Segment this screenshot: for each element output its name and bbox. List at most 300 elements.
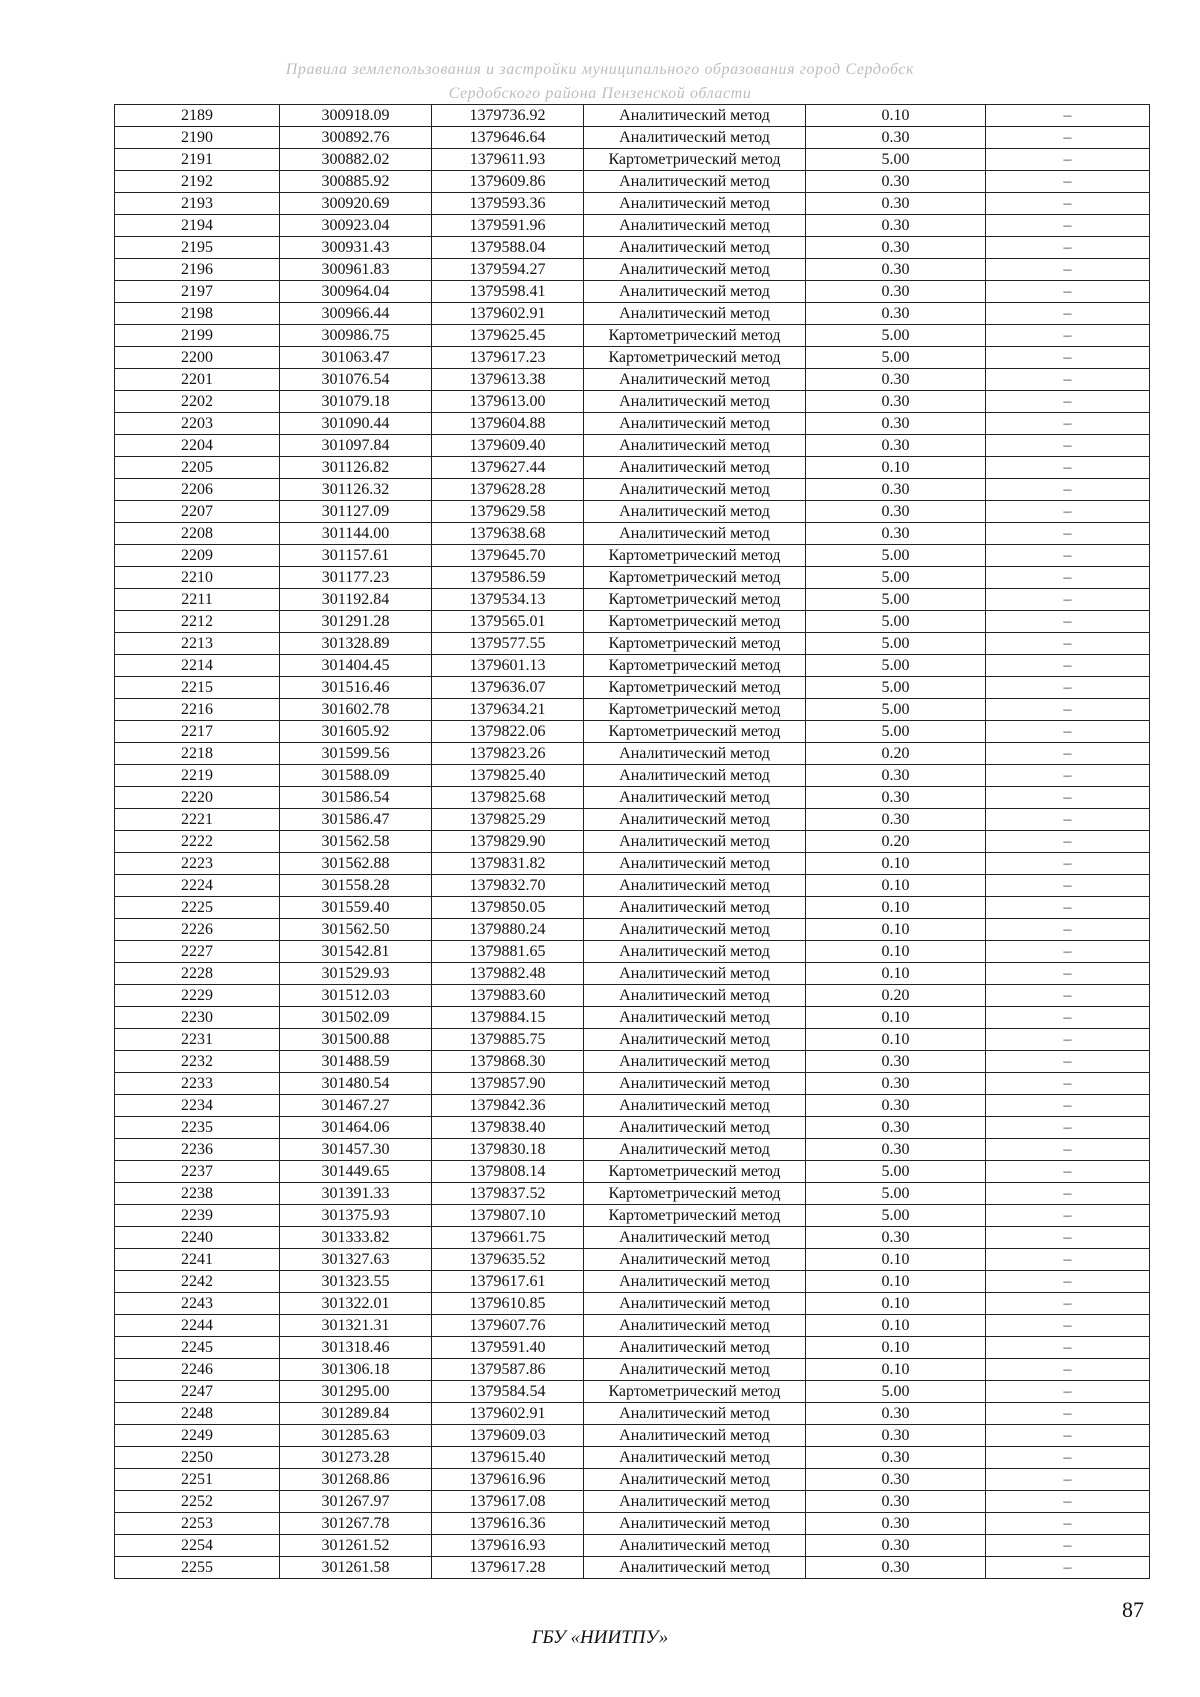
- point-number-cell: 2239: [115, 1205, 280, 1227]
- x-coordinate-cell: 301126.32: [280, 479, 432, 501]
- method-cell: Аналитический метод: [584, 743, 806, 765]
- method-cell: Аналитический метод: [584, 853, 806, 875]
- accuracy-cell: 0.30: [806, 127, 986, 149]
- method-cell: Аналитический метод: [584, 479, 806, 501]
- accuracy-cell: 5.00: [806, 589, 986, 611]
- note-cell: –: [986, 1315, 1150, 1337]
- point-number-cell: 2210: [115, 567, 280, 589]
- method-cell: Картометрический метод: [584, 655, 806, 677]
- method-cell: Картометрический метод: [584, 721, 806, 743]
- note-cell: –: [986, 193, 1150, 215]
- accuracy-cell: 0.30: [806, 303, 986, 325]
- point-number-cell: 2230: [115, 1007, 280, 1029]
- accuracy-cell: 0.30: [806, 809, 986, 831]
- method-cell: Аналитический метод: [584, 1359, 806, 1381]
- y-coordinate-cell: 1379616.36: [432, 1513, 584, 1535]
- y-coordinate-cell: 1379850.05: [432, 897, 584, 919]
- table-row: [115, 611, 1150, 633]
- table-row: [115, 1227, 1150, 1249]
- method-cell: Аналитический метод: [584, 1535, 806, 1557]
- x-coordinate-cell: 301285.63: [280, 1425, 432, 1447]
- point-number-cell: 2207: [115, 501, 280, 523]
- x-coordinate-cell: 301391.33: [280, 1183, 432, 1205]
- point-number-cell: 2244: [115, 1315, 280, 1337]
- x-coordinate-cell: 300931.43: [280, 237, 432, 259]
- accuracy-cell: 5.00: [806, 677, 986, 699]
- x-coordinate-cell: 301318.46: [280, 1337, 432, 1359]
- method-cell: Картометрический метод: [584, 545, 806, 567]
- x-coordinate-cell: 301063.47: [280, 347, 432, 369]
- accuracy-cell: 0.30: [806, 787, 986, 809]
- method-cell: Аналитический метод: [584, 1447, 806, 1469]
- table-row: [115, 897, 1150, 919]
- table-row: [115, 457, 1150, 479]
- note-cell: –: [986, 787, 1150, 809]
- y-coordinate-cell: 1379616.96: [432, 1469, 584, 1491]
- note-cell: –: [986, 1271, 1150, 1293]
- method-cell: Аналитический метод: [584, 1249, 806, 1271]
- method-cell: Аналитический метод: [584, 435, 806, 457]
- method-cell: Картометрический метод: [584, 325, 806, 347]
- x-coordinate-cell: 301289.84: [280, 1403, 432, 1425]
- table-row: [115, 545, 1150, 567]
- method-cell: Аналитический метод: [584, 457, 806, 479]
- note-cell: –: [986, 941, 1150, 963]
- note-cell: –: [986, 1249, 1150, 1271]
- note-cell: –: [986, 1073, 1150, 1095]
- point-number-cell: 2212: [115, 611, 280, 633]
- table-row: [115, 941, 1150, 963]
- note-cell: –: [986, 853, 1150, 875]
- note-cell: –: [986, 809, 1150, 831]
- note-cell: –: [986, 369, 1150, 391]
- y-coordinate-cell: 1379601.13: [432, 655, 584, 677]
- point-number-cell: 2229: [115, 985, 280, 1007]
- method-cell: Картометрический метод: [584, 1161, 806, 1183]
- note-cell: –: [986, 1293, 1150, 1315]
- note-cell: –: [986, 457, 1150, 479]
- accuracy-cell: 5.00: [806, 699, 986, 721]
- point-number-cell: 2240: [115, 1227, 280, 1249]
- accuracy-cell: 0.30: [806, 1073, 986, 1095]
- x-coordinate-cell: 301306.18: [280, 1359, 432, 1381]
- accuracy-cell: 0.30: [806, 1425, 986, 1447]
- x-coordinate-cell: 301599.56: [280, 743, 432, 765]
- y-coordinate-cell: 1379645.70: [432, 545, 584, 567]
- x-coordinate-cell: 301090.44: [280, 413, 432, 435]
- x-coordinate-cell: 301328.89: [280, 633, 432, 655]
- point-number-cell: 2222: [115, 831, 280, 853]
- y-coordinate-cell: 1379565.01: [432, 611, 584, 633]
- accuracy-cell: 0.10: [806, 1007, 986, 1029]
- method-cell: Картометрический метод: [584, 1183, 806, 1205]
- accuracy-cell: 0.30: [806, 479, 986, 501]
- point-number-cell: 2206: [115, 479, 280, 501]
- table-row: [115, 435, 1150, 457]
- note-cell: –: [986, 1183, 1150, 1205]
- note-cell: –: [986, 1139, 1150, 1161]
- accuracy-cell: 0.20: [806, 831, 986, 853]
- method-cell: Картометрический метод: [584, 589, 806, 611]
- point-number-cell: 2231: [115, 1029, 280, 1051]
- accuracy-cell: 0.30: [806, 1447, 986, 1469]
- point-number-cell: 2235: [115, 1117, 280, 1139]
- method-cell: Аналитический метод: [584, 765, 806, 787]
- table-row: [115, 1161, 1150, 1183]
- table-row: [115, 699, 1150, 721]
- note-cell: –: [986, 875, 1150, 897]
- method-cell: Аналитический метод: [584, 1491, 806, 1513]
- method-cell: Картометрический метод: [584, 149, 806, 171]
- accuracy-cell: 5.00: [806, 149, 986, 171]
- table-row: [115, 633, 1150, 655]
- y-coordinate-cell: 1379610.85: [432, 1293, 584, 1315]
- point-number-cell: 2216: [115, 699, 280, 721]
- y-coordinate-cell: 1379635.52: [432, 1249, 584, 1271]
- x-coordinate-cell: 301488.59: [280, 1051, 432, 1073]
- point-number-cell: 2202: [115, 391, 280, 413]
- x-coordinate-cell: 301261.58: [280, 1557, 432, 1579]
- table-row: [115, 677, 1150, 699]
- page-number: 87: [1122, 1597, 1144, 1622]
- method-cell: Аналитический метод: [584, 391, 806, 413]
- y-coordinate-cell: 1379807.10: [432, 1205, 584, 1227]
- x-coordinate-cell: 301512.03: [280, 985, 432, 1007]
- y-coordinate-cell: 1379646.64: [432, 127, 584, 149]
- note-cell: –: [986, 259, 1150, 281]
- table-row: [115, 721, 1150, 743]
- y-coordinate-cell: 1379831.82: [432, 853, 584, 875]
- x-coordinate-cell: 301464.06: [280, 1117, 432, 1139]
- method-cell: Аналитический метод: [584, 193, 806, 215]
- note-cell: –: [986, 1557, 1150, 1579]
- method-cell: Картометрический метод: [584, 677, 806, 699]
- table-row: [115, 985, 1150, 1007]
- point-number-cell: 2242: [115, 1271, 280, 1293]
- point-number-cell: 2233: [115, 1073, 280, 1095]
- note-cell: –: [986, 281, 1150, 303]
- y-coordinate-cell: 1379602.91: [432, 1403, 584, 1425]
- x-coordinate-cell: 300964.04: [280, 281, 432, 303]
- y-coordinate-cell: 1379584.54: [432, 1381, 584, 1403]
- note-cell: –: [986, 1359, 1150, 1381]
- accuracy-cell: 0.10: [806, 1029, 986, 1051]
- accuracy-cell: 0.30: [806, 1051, 986, 1073]
- accuracy-cell: 0.30: [806, 1513, 986, 1535]
- point-number-cell: 2227: [115, 941, 280, 963]
- y-coordinate-cell: 1379586.59: [432, 567, 584, 589]
- x-coordinate-cell: 301529.93: [280, 963, 432, 985]
- method-cell: Аналитический метод: [584, 1557, 806, 1579]
- method-cell: Аналитический метод: [584, 413, 806, 435]
- point-number-cell: 2194: [115, 215, 280, 237]
- accuracy-cell: 5.00: [806, 633, 986, 655]
- note-cell: –: [986, 105, 1150, 127]
- x-coordinate-cell: 300966.44: [280, 303, 432, 325]
- method-cell: Аналитический метод: [584, 1337, 806, 1359]
- point-number-cell: 2246: [115, 1359, 280, 1381]
- accuracy-cell: 0.30: [806, 1095, 986, 1117]
- y-coordinate-cell: 1379609.03: [432, 1425, 584, 1447]
- table-row: [115, 347, 1150, 369]
- method-cell: Аналитический метод: [584, 1425, 806, 1447]
- accuracy-cell: 0.30: [806, 369, 986, 391]
- point-number-cell: 2201: [115, 369, 280, 391]
- point-number-cell: 2226: [115, 919, 280, 941]
- y-coordinate-cell: 1379627.44: [432, 457, 584, 479]
- table-row: [115, 259, 1150, 281]
- point-number-cell: 2205: [115, 457, 280, 479]
- note-cell: –: [986, 523, 1150, 545]
- y-coordinate-cell: 1379629.58: [432, 501, 584, 523]
- method-cell: Аналитический метод: [584, 105, 806, 127]
- point-number-cell: 2189: [115, 105, 280, 127]
- y-coordinate-cell: 1379825.29: [432, 809, 584, 831]
- point-number-cell: 2198: [115, 303, 280, 325]
- point-number-cell: 2220: [115, 787, 280, 809]
- method-cell: Аналитический метод: [584, 1095, 806, 1117]
- y-coordinate-cell: 1379617.28: [432, 1557, 584, 1579]
- y-coordinate-cell: 1379884.15: [432, 1007, 584, 1029]
- table-row: [115, 765, 1150, 787]
- method-cell: Аналитический метод: [584, 1315, 806, 1337]
- y-coordinate-cell: 1379829.90: [432, 831, 584, 853]
- accuracy-cell: 0.30: [806, 413, 986, 435]
- accuracy-cell: 0.30: [806, 1535, 986, 1557]
- table-row: [115, 127, 1150, 149]
- method-cell: Картометрический метод: [584, 699, 806, 721]
- table-row: [115, 1183, 1150, 1205]
- point-number-cell: 2225: [115, 897, 280, 919]
- y-coordinate-cell: 1379868.30: [432, 1051, 584, 1073]
- y-coordinate-cell: 1379617.61: [432, 1271, 584, 1293]
- point-number-cell: 2219: [115, 765, 280, 787]
- point-number-cell: 2218: [115, 743, 280, 765]
- table-row: [115, 369, 1150, 391]
- method-cell: Аналитический метод: [584, 523, 806, 545]
- method-cell: Аналитический метод: [584, 1073, 806, 1095]
- table-row: [115, 1403, 1150, 1425]
- x-coordinate-cell: 301076.54: [280, 369, 432, 391]
- note-cell: –: [986, 347, 1150, 369]
- point-number-cell: 2221: [115, 809, 280, 831]
- accuracy-cell: 0.30: [806, 391, 986, 413]
- note-cell: –: [986, 1337, 1150, 1359]
- note-cell: –: [986, 413, 1150, 435]
- x-coordinate-cell: 301558.28: [280, 875, 432, 897]
- method-cell: Аналитический метод: [584, 303, 806, 325]
- y-coordinate-cell: 1379615.40: [432, 1447, 584, 1469]
- y-coordinate-cell: 1379634.21: [432, 699, 584, 721]
- accuracy-cell: 0.10: [806, 105, 986, 127]
- x-coordinate-cell: 301562.58: [280, 831, 432, 853]
- accuracy-cell: 0.30: [806, 237, 986, 259]
- y-coordinate-cell: 1379857.90: [432, 1073, 584, 1095]
- y-coordinate-cell: 1379617.08: [432, 1491, 584, 1513]
- point-number-cell: 2248: [115, 1403, 280, 1425]
- method-cell: Аналитический метод: [584, 919, 806, 941]
- x-coordinate-cell: 301588.09: [280, 765, 432, 787]
- accuracy-cell: 0.30: [806, 1227, 986, 1249]
- x-coordinate-cell: 300961.83: [280, 259, 432, 281]
- point-number-cell: 2190: [115, 127, 280, 149]
- method-cell: Аналитический метод: [584, 1403, 806, 1425]
- header-line-1: Правила землепользования и застройки муниципального образования город Сердобск: [285, 61, 915, 78]
- method-cell: Аналитический метод: [584, 1513, 806, 1535]
- table-row: [115, 1557, 1150, 1579]
- accuracy-cell: 0.30: [806, 259, 986, 281]
- coordinates-table: [114, 104, 1150, 1579]
- x-coordinate-cell: 301404.45: [280, 655, 432, 677]
- table-row: [115, 963, 1150, 985]
- method-cell: Аналитический метод: [584, 985, 806, 1007]
- y-coordinate-cell: 1379591.40: [432, 1337, 584, 1359]
- accuracy-cell: 0.30: [806, 435, 986, 457]
- point-number-cell: 2252: [115, 1491, 280, 1513]
- x-coordinate-cell: 300882.02: [280, 149, 432, 171]
- method-cell: Аналитический метод: [584, 369, 806, 391]
- point-number-cell: 2247: [115, 1381, 280, 1403]
- method-cell: Аналитический метод: [584, 501, 806, 523]
- accuracy-cell: 0.30: [806, 501, 986, 523]
- method-cell: Аналитический метод: [584, 237, 806, 259]
- x-coordinate-cell: 301605.92: [280, 721, 432, 743]
- y-coordinate-cell: 1379628.28: [432, 479, 584, 501]
- point-number-cell: 2209: [115, 545, 280, 567]
- accuracy-cell: 0.10: [806, 1315, 986, 1337]
- note-cell: –: [986, 545, 1150, 567]
- point-number-cell: 2232: [115, 1051, 280, 1073]
- method-cell: Аналитический метод: [584, 963, 806, 985]
- accuracy-cell: 0.10: [806, 919, 986, 941]
- note-cell: –: [986, 391, 1150, 413]
- table-row: [115, 1029, 1150, 1051]
- table-row: [115, 479, 1150, 501]
- x-coordinate-cell: 301295.00: [280, 1381, 432, 1403]
- note-cell: –: [986, 655, 1150, 677]
- note-cell: –: [986, 215, 1150, 237]
- accuracy-cell: 0.30: [806, 193, 986, 215]
- accuracy-cell: 5.00: [806, 1161, 986, 1183]
- accuracy-cell: 5.00: [806, 325, 986, 347]
- x-coordinate-cell: 301586.54: [280, 787, 432, 809]
- table-row: [115, 1293, 1150, 1315]
- table-row: [115, 105, 1150, 127]
- table-row: [115, 1095, 1150, 1117]
- y-coordinate-cell: 1379577.55: [432, 633, 584, 655]
- y-coordinate-cell: 1379636.07: [432, 677, 584, 699]
- y-coordinate-cell: 1379736.92: [432, 105, 584, 127]
- accuracy-cell: 0.30: [806, 281, 986, 303]
- note-cell: –: [986, 1095, 1150, 1117]
- y-coordinate-cell: 1379638.68: [432, 523, 584, 545]
- point-number-cell: 2208: [115, 523, 280, 545]
- table-row: [115, 1051, 1150, 1073]
- accuracy-cell: 0.30: [806, 215, 986, 237]
- accuracy-cell: 0.10: [806, 875, 986, 897]
- table-row: [115, 1271, 1150, 1293]
- y-coordinate-cell: 1379830.18: [432, 1139, 584, 1161]
- method-cell: Картометрический метод: [584, 611, 806, 633]
- note-cell: –: [986, 237, 1150, 259]
- method-cell: Аналитический метод: [584, 1227, 806, 1249]
- y-coordinate-cell: 1379609.40: [432, 435, 584, 457]
- x-coordinate-cell: 301079.18: [280, 391, 432, 413]
- y-coordinate-cell: 1379838.40: [432, 1117, 584, 1139]
- accuracy-cell: 0.10: [806, 1271, 986, 1293]
- accuracy-cell: 0.10: [806, 1293, 986, 1315]
- x-coordinate-cell: 301322.01: [280, 1293, 432, 1315]
- accuracy-cell: 0.10: [806, 457, 986, 479]
- note-cell: –: [986, 1227, 1150, 1249]
- note-cell: –: [986, 1381, 1150, 1403]
- accuracy-cell: 0.20: [806, 985, 986, 1007]
- x-coordinate-cell: 300892.76: [280, 127, 432, 149]
- method-cell: Аналитический метод: [584, 1007, 806, 1029]
- x-coordinate-cell: 301502.09: [280, 1007, 432, 1029]
- note-cell: –: [986, 611, 1150, 633]
- note-cell: –: [986, 1513, 1150, 1535]
- y-coordinate-cell: 1379617.23: [432, 347, 584, 369]
- point-number-cell: 2213: [115, 633, 280, 655]
- point-number-cell: 2249: [115, 1425, 280, 1447]
- note-cell: –: [986, 765, 1150, 787]
- y-coordinate-cell: 1379842.36: [432, 1095, 584, 1117]
- table-row: [115, 1139, 1150, 1161]
- accuracy-cell: 0.10: [806, 853, 986, 875]
- note-cell: –: [986, 1117, 1150, 1139]
- table-row: [115, 325, 1150, 347]
- x-coordinate-cell: 301291.28: [280, 611, 432, 633]
- y-coordinate-cell: 1379594.27: [432, 259, 584, 281]
- accuracy-cell: 5.00: [806, 347, 986, 369]
- table-row: [115, 1117, 1150, 1139]
- y-coordinate-cell: 1379808.14: [432, 1161, 584, 1183]
- x-coordinate-cell: 301516.46: [280, 677, 432, 699]
- note-cell: –: [986, 567, 1150, 589]
- page-footer: ГБУ «НИИТПУ»: [531, 1627, 669, 1648]
- note-cell: –: [986, 149, 1150, 171]
- point-number-cell: 2228: [115, 963, 280, 985]
- table-row: [115, 919, 1150, 941]
- x-coordinate-cell: 301126.82: [280, 457, 432, 479]
- method-cell: Аналитический метод: [584, 1117, 806, 1139]
- y-coordinate-cell: 1379625.45: [432, 325, 584, 347]
- note-cell: –: [986, 1535, 1150, 1557]
- x-coordinate-cell: 301127.09: [280, 501, 432, 523]
- y-coordinate-cell: 1379837.52: [432, 1183, 584, 1205]
- x-coordinate-cell: 301562.88: [280, 853, 432, 875]
- note-cell: –: [986, 919, 1150, 941]
- note-cell: –: [986, 127, 1150, 149]
- note-cell: –: [986, 633, 1150, 655]
- accuracy-cell: 0.30: [806, 1557, 986, 1579]
- accuracy-cell: 5.00: [806, 611, 986, 633]
- point-number-cell: 2203: [115, 413, 280, 435]
- table-row: [115, 1249, 1150, 1271]
- method-cell: Аналитический метод: [584, 787, 806, 809]
- table-row: [115, 1007, 1150, 1029]
- note-cell: –: [986, 1161, 1150, 1183]
- y-coordinate-cell: 1379823.26: [432, 743, 584, 765]
- point-number-cell: 2214: [115, 655, 280, 677]
- point-number-cell: 2255: [115, 1557, 280, 1579]
- point-number-cell: 2234: [115, 1095, 280, 1117]
- note-cell: –: [986, 699, 1150, 721]
- note-cell: –: [986, 1205, 1150, 1227]
- note-cell: –: [986, 1469, 1150, 1491]
- y-coordinate-cell: 1379825.40: [432, 765, 584, 787]
